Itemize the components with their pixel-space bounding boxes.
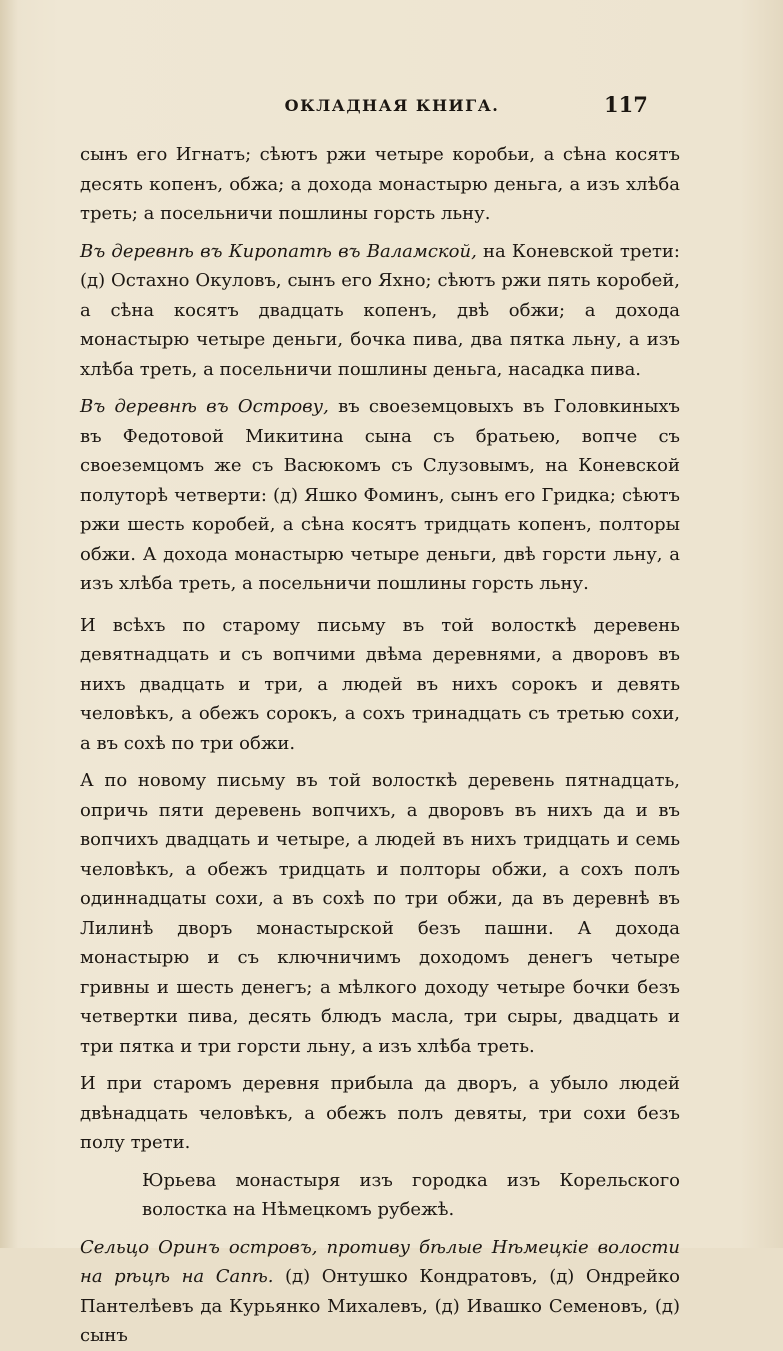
page-header: [0, 94, 783, 124]
paragraph-6: И при старомъ деревня прибыла да дворъ, а убыло людей двѣнадцать человѣкъ, а обежъ полъ девяты, три сохи безъ полу трети.: [80, 1073, 680, 1153]
page-number: 117: [604, 92, 648, 117]
paragraph-7-text: (д) Онтушко Кондратовъ, (д) Ондрейко Пантелѣевъ да Курьянко Михалевъ, (д) Ивашко Семеновъ, (д) сынъ: [80, 1266, 680, 1346]
paragraph-7: [80, 1233, 680, 1351]
paragraph-3: [80, 392, 680, 599]
paragraph-5: А по новому письму въ той волосткѣ деревень пятнадцать, опричь пяти деревень вопчихъ, а дворовъ въ нихъ да и въ вопчихъ двадцать и четыре, а людей въ нихъ тридцать и семь человѣкъ, а обежъ тридцать и полторы обжи, а сохъ полъ одиннадцаты сохи, а въ сохѣ по три обжи, да въ деревнѣ въ Лилинѣ дворъ монастырской безъ пашни. А дохода монастырю и съ ключничимъ доходомъ денегъ четыре гривны и шесть денегъ; а мѣлкого доходу четыре бочки безъ четвертки пива, десять блюдъ масла, три сыры, двадцать и три пятка и три горсти льну, а изъ хлѣба треть.: [80, 770, 680, 1057]
paragraph-2: [80, 237, 680, 385]
paragraph-3-lead: Въ деревнѣ въ Острову,: [80, 396, 329, 417]
paragraph-7-lead: Сельцо Оринъ островъ, противу бѣлые Нѣмецкіе волости на рѣцѣ на Сапѣ.: [80, 1236, 680, 1287]
section-heading: Юрьева монастыря изъ городка изъ Корельского волостка на Нѣмецкомъ рубежѣ.: [142, 1169, 680, 1220]
paragraph-1: сынъ его Игнатъ; сѣютъ ржи четыре коробьи, а сѣна косятъ десять копенъ, обжа; а дохода монастырю деньга, а изъ хлѣба треть; а посельничи пошлины горсть льну.: [80, 144, 680, 224]
paragraph-2-lead: Въ деревнѣ въ Киропатѣ въ Валамской,: [80, 240, 477, 262]
paragraph-4: И всѣхъ по старому письму въ той волосткѣ деревень девятнадцать и съ вопчими двѣма деревнями, а дворовъ въ нихъ двадцать и три, а людей въ нихъ сорокъ и девять человѣкъ, а обежъ сорокъ, а сохъ тринадцать съ третью сохи, а въ сохѣ по три обжи.: [80, 614, 680, 754]
paragraph-2-text: на Коневской трети: (д) Остахно Окуловъ, сынъ его Яхно; сѣютъ ржи пять коробей, а сѣна косятъ двадцать копенъ, двѣ обжи; а дохода монастырю четыре деньги, бочка пива, два пятка льну, а изъ хлѣба треть, а посельничи пошлины деньга, насадка пива.: [80, 240, 680, 380]
page-body: [80, 140, 680, 1351]
paragraph-3-text: въ своеземцовыхъ въ Головкиныхъ въ Федотовой Микитина сына съ братьею, вопче съ своеземцомъ же съ Васюкомъ съ Слузовымъ, на Коневской полуторѣ четверти: (д) Яшко Фоминъ, сынъ его Гридка; сѣютъ ржи шесть коробей, а сѣна косятъ тридцать копенъ, полторы обжи. А дохода монастырю четыре деньги, двѣ горсти льну, а изъ хлѣба треть, а посельничи пошлины горсть льну.: [80, 396, 681, 594]
running-title: ОКЛАДНАЯ КНИГА.: [284, 96, 500, 115]
